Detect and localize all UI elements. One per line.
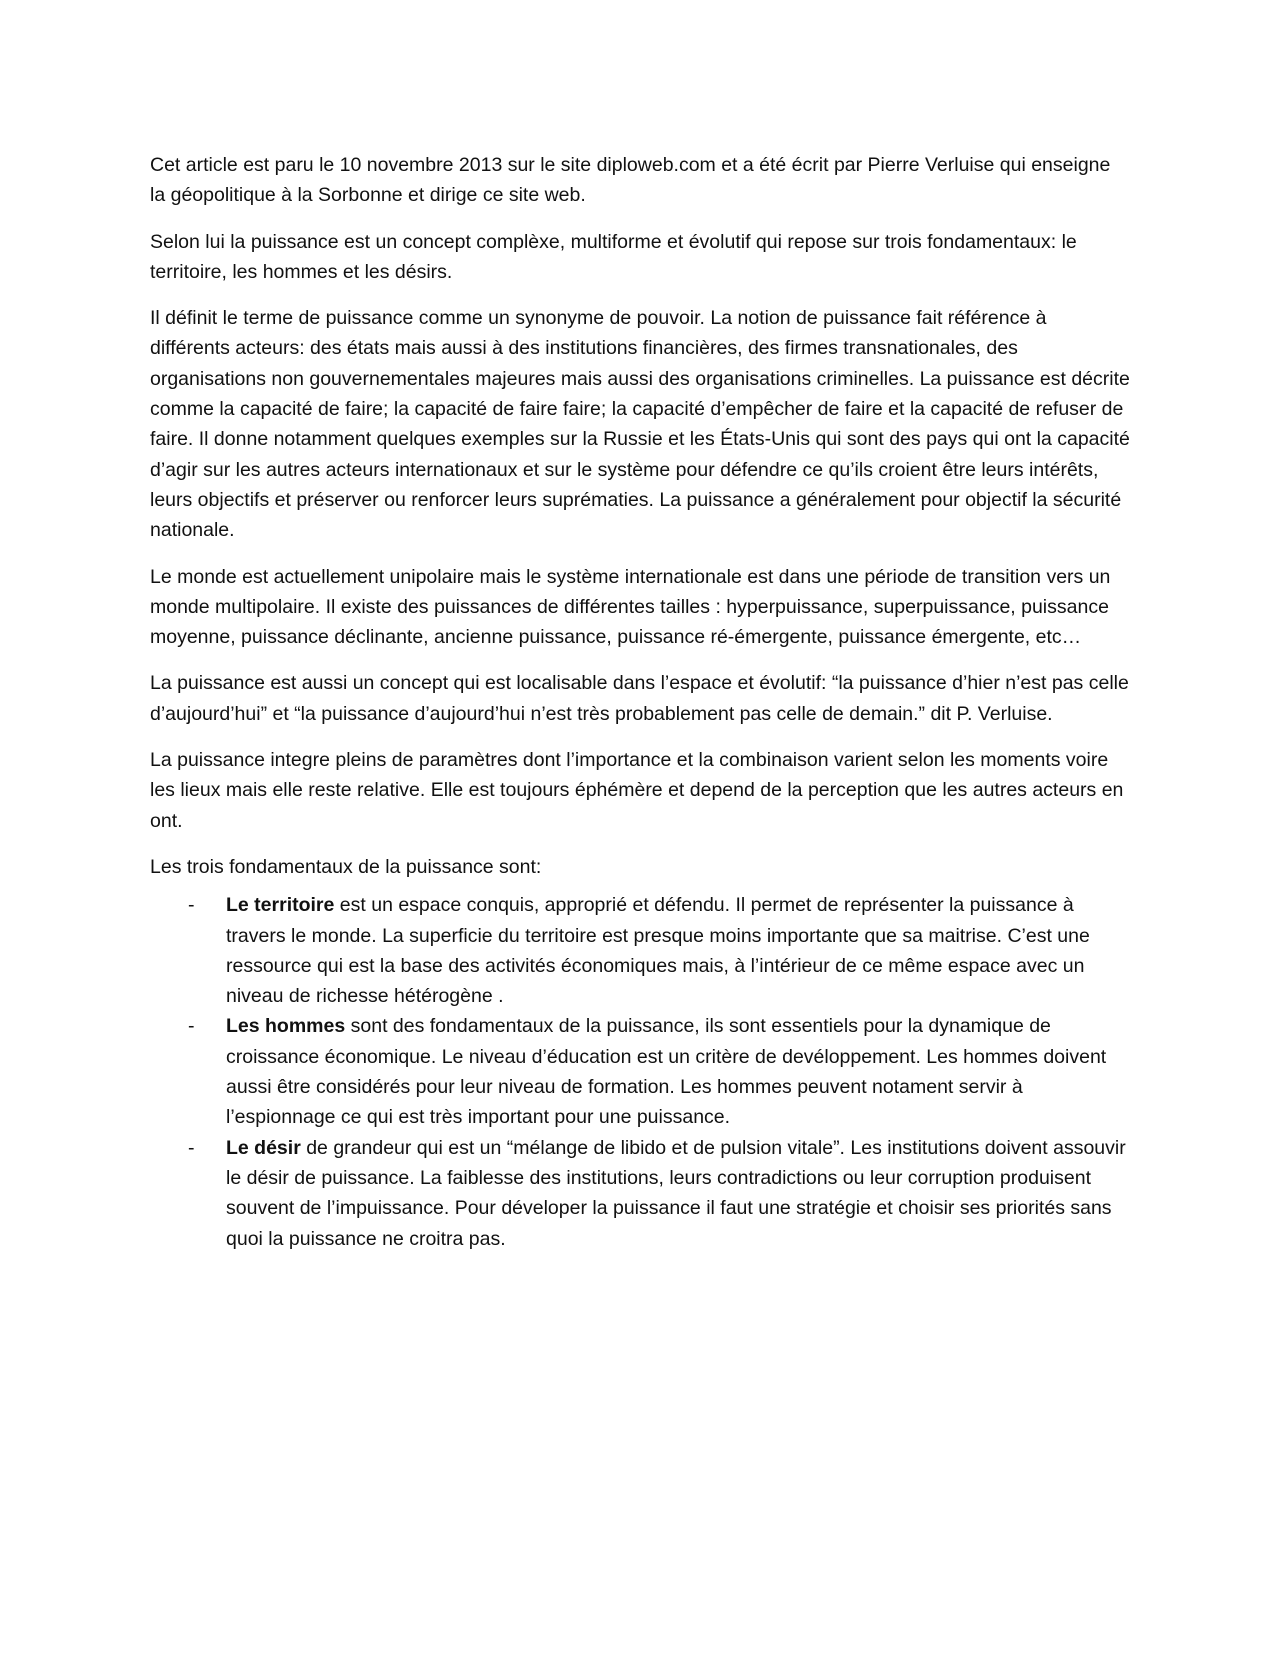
- paragraph-world-order: Le monde est actuellement unipolaire mais le système internationale est dans une période de transition vers un monde multipolaire. Il existe des puissances de différentes tailles : hyperpuissance, superpuissance, puissance moyenne, puissance déclinante, ancienne puissance, puissance ré-émergente, puissance émergente, etc…: [150, 565, 1111, 649]
- list-item-territoire: [150, 890, 1130, 1011]
- paragraph-intro: Cet article est paru le 10 novembre 2013 sur le site diploweb.com et a été écrit par Pierre Verluise qui enseigne la géopolitique à la Sorbonne et dirige ce site web.: [150, 154, 1111, 207]
- list-item-hommes: [150, 1011, 1130, 1132]
- fundamentals-list: [150, 890, 1130, 1254]
- list-item-desir: [150, 1133, 1130, 1254]
- paragraph-definition: Selon lui la puissance est un concept complèxe, multiforme et évolutif qui repose sur trois fondamentaux: le territoire, les hommes et les désirs.: [150, 230, 1077, 283]
- bullet-text-territoire: est un espace conquis, approprié et défendu. Il permet de représenter la puissance à travers le monde. La superficie du territoire est presque moins importante que sa maitrise. C’est une ressource qui est la base des activités économiques mais, à l’intérieur de ce même espace avec un niveau de richesse hétérogène .: [226, 894, 1090, 1008]
- bullet-text-hommes: sont des fondamentaux de la puissance, ils sont essentiels pour la dynamique de croissance économique. Le niveau d’éducation est un critère de devéloppement. Les hommes doivent aussi être considérés pour leur niveau de formation. Les hommes peuvent notament servir à l’espionnage ce qui est très important pour une puissance.: [226, 1015, 1107, 1129]
- bullet-marker: -: [188, 894, 195, 917]
- bullet-marker: -: [188, 1015, 195, 1038]
- paragraph-list-intro: Les trois fondamentaux de la puissance sont:: [150, 855, 542, 878]
- paragraph-power-notion: Il définit le terme de puissance comme un synonyme de pouvoir. La notion de puissance fait référence à différents acteurs: des états mais aussi à des institutions financières, des firmes transnationales, des organisations non gouvernementales majeures mais aussi des organisations criminelles. La puissance est décrite comme la capacité de faire; la capacité de faire faire; la capacité d’empêcher de faire et la capacité de refuser de faire. Il donne notamment quelques exemples sur la Russie et les États-Unis qui sont des pays qui ont la capacité d’agir sur les autres acteurs internationaux et sur le système pour défendre ce qu’ils croient être leurs intérêts, leurs objectifs et préserver ou renforcer leurs suprématies. La puissance a généralement pour objectif la sécurité nationale.: [150, 307, 1130, 542]
- bullet-text-desir: de grandeur qui est un “mélange de libido et de pulsion vitale”. Les institutions doivent assouvir le désir de puissance. La faiblesse des institutions, leurs contradictions ou leur corruption produisent souvent de l’impuissance. Pour déveloper la puissance il faut une stratégie et choisir ses priorités sans quoi la puissance ne croitra pas.: [226, 1136, 1126, 1250]
- paragraph-parameters: La puissance integre pleins de paramètres dont l’importance et la combinaison varient selon les moments voire les lieux mais elle reste relative. Elle est toujours éphémère et depend de la perception que les autres acteurs en ont.: [150, 749, 1124, 832]
- paragraph-localisable: La puissance est aussi un concept qui est localisable dans l’espace et évolutif: “la puissance d’hier n’est pas celle d’aujourd’hui” et “la puissance d’aujourd’hui n’est très probablement pas celle de demain.” dit P. Verluise.: [150, 672, 1129, 725]
- bullet-term-hommes: Les hommes: [226, 1015, 346, 1038]
- document-page: [150, 150, 1130, 1254]
- bullet-term-territoire: Le territoire: [226, 894, 335, 917]
- bullet-marker: -: [188, 1136, 195, 1159]
- bullet-term-desir: Le désir: [226, 1136, 301, 1159]
